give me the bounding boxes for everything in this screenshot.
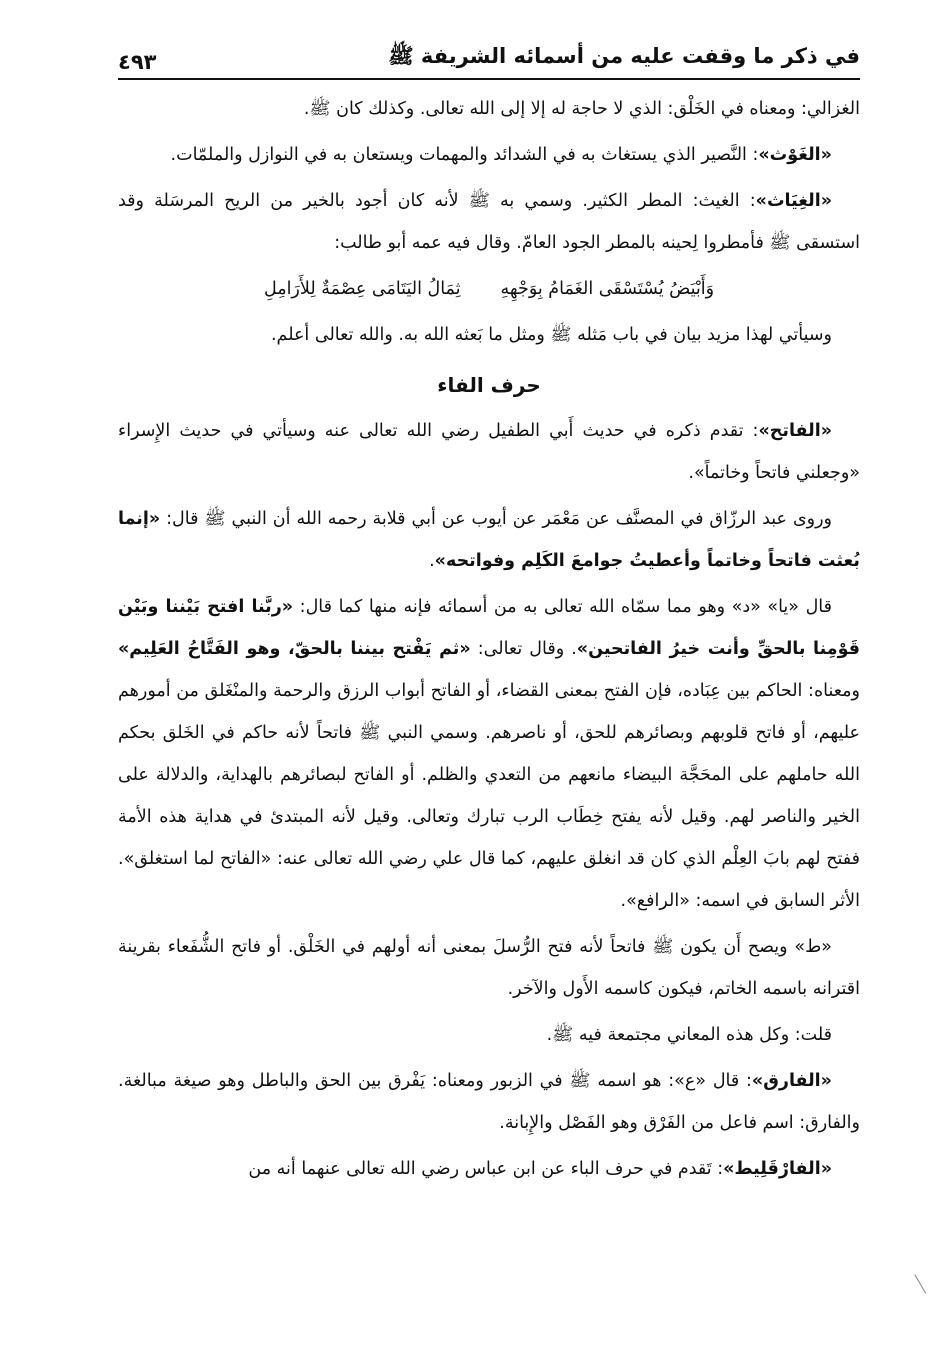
paragraph-meaning-fatih (118, 586, 860, 922)
entry-term: «الفارْقَلِيط» (723, 1159, 832, 1179)
paragraph-al-ghiyath (118, 180, 860, 264)
paragraph-al-faraqlit (118, 1148, 860, 1190)
paragraph-ghazali (118, 88, 860, 130)
paragraph-text: وروى عبد الرزّاق في المصنَّف عن مَعْمَر عن أيوب عن أبي قلابة رحمه الله أن النبي ﷺ قال: (160, 509, 832, 529)
entry-text: : النَّصير الذي يستغاث به في الشدائد والمهمات ويستعان به في النوازل والملمّات. (170, 145, 759, 165)
paragraph-al-ghawth (118, 134, 860, 176)
body-text (118, 88, 860, 1194)
scan-mark (914, 1268, 936, 1294)
paragraph-text: قال «يا» «د» وهو مما سمّاه الله تعالى به من أسمائه فإنه منها كما قال: (293, 597, 832, 617)
entry-term: «الغِيَاث» (755, 191, 832, 211)
paragraph-al-fatih (118, 410, 860, 494)
entry-term: «الغَوْث» (758, 145, 832, 165)
verse-second-hemistich: ثِمَالُ اليَتَامَى عِصْمَةٌ لِلأَرَامِلِ (263, 279, 461, 299)
page-number: ٤٩٣ (118, 50, 157, 74)
paragraph-text: ومعناه: الحاكم بين عِبَاده، فإن الفتح بمعنى القضاء، أو الفاتح أبواب الرزق والرحمة والمنْغَلق من أمورهم عليهم، أو فاتح قلوبهم وبصائرهم للحق، أو ناصرهم. وسمي النبي ﷺ فاتحاً لأنه حاكم في الخَلق بحكم الله حاملهم على المحَجَّة البيضاء مانعهم من التعدي والظلم. أو الفاتح لبصائرهم بالهداية، والدلالة على الخير والناصر لهم. وقيل لأنه يفتح خِطَاب الرب تبارك وتعالى. وقيل لأنه المبتدئ في هداية هذه الأمة ففتح لهم بابَ العِلْم الذي كان قد انغلق عليهم، كما قال علي رضي الله تعالى عنه: «الفاتح لما استغلق». الأثر السابق في اسمه: «الرافع». (118, 681, 860, 911)
poem-verse (118, 268, 860, 310)
paragraph-text-end: . (429, 551, 435, 571)
header-rule (118, 78, 860, 80)
entry-term: «الفارق» (751, 1071, 832, 1091)
paragraph-al-fariq (118, 1060, 860, 1144)
running-title: في ذكر ما وقفت عليه من أسمائه الشريفة ﷺ (388, 44, 860, 68)
verse-first-hemistich: وَأَبْيَضُ يُسْتَسْقَى الغَمَامُ بِوَجْهِهِ (500, 279, 715, 299)
entry-term: «الفاتح» (758, 421, 832, 441)
quran-quote: «ربَّنا افتح بَيْننا وبَيْن قَوْمِنا بالحقِّ وأنت خيرُ الفاتحين» (118, 597, 861, 659)
entry-text: : الغيث: المطر الكثير. وسمي به ﷺ لأنه كان أجود بالخير من الريح المرسَلة وقد استسقى ﷺ فأمطروا لِحينه بالمطر الجود العامّ. وقال فيه عمه أبو طالب: (118, 191, 860, 253)
paragraph-text: قلت: وكل هذه المعاني مجتمعة فيه ﷺ. (546, 1025, 832, 1045)
paragraph-ta (118, 926, 860, 1010)
paragraph-text: وسيأتي لهذا مزيد بيان في باب مَثله ﷺ ومثل ما بَعثه الله به. والله تعالى أعلم. (270, 325, 832, 345)
paragraph-text: . وقال تعالى: (470, 639, 577, 659)
entry-text: : تقدم ذكره في حديث أَبي الطفيل رضي الله تعالى عنه وسيأتي في حديث الإِسراء «وجعلني فاتحاً وخاتماً». (118, 421, 860, 483)
paragraph-more-explanation (118, 314, 860, 356)
hadith-quote: «إنما بُعثت فاتحاً وخاتماً وأعطيتُ جوامعَ الكَلِم وفواتحه» (118, 509, 860, 571)
paragraph-abd-al-razzaq (118, 498, 860, 582)
entry-text: : تَقدم في حرف الباء عن ابن عباس رضي الله تعالى عنهما أنه من (248, 1159, 724, 1179)
paragraph-text: «ط» ويصح أَن يكون ﷺ فاتحاً لأنه فتح الرُّسلَ بمعنى أنه أولهم في الخَلْق. أو فاتح الشُّفَعاء بقرينة اقترانه باسمه الخاتم، فيكون كاسمه الأَول والآخر. (118, 937, 860, 999)
paragraph-text: الغزالي: ومعناه في الخَلْق: الذي لا حاجة له إلا إلى الله تعالى. وكذلك كان ﷺ. (303, 99, 860, 119)
paragraph-qultu (118, 1014, 860, 1056)
entry-text: : قال «ع»: هو اسمه ﷺ في الزبور ومعناه: يَفْرق بين الحق والباطل وهو صيغة مبالغة. والفارق: اسم فاعل من الفَرْق وهو الفَصْل والإِبانة. (118, 1071, 860, 1133)
quran-quote: «ثم يَفْتح بيننا بالحقّ، وهو الفَتَّاحُ العَلِيم» (118, 639, 471, 659)
section-heading: حرف الفاء (437, 373, 541, 397)
page-header (118, 30, 860, 74)
